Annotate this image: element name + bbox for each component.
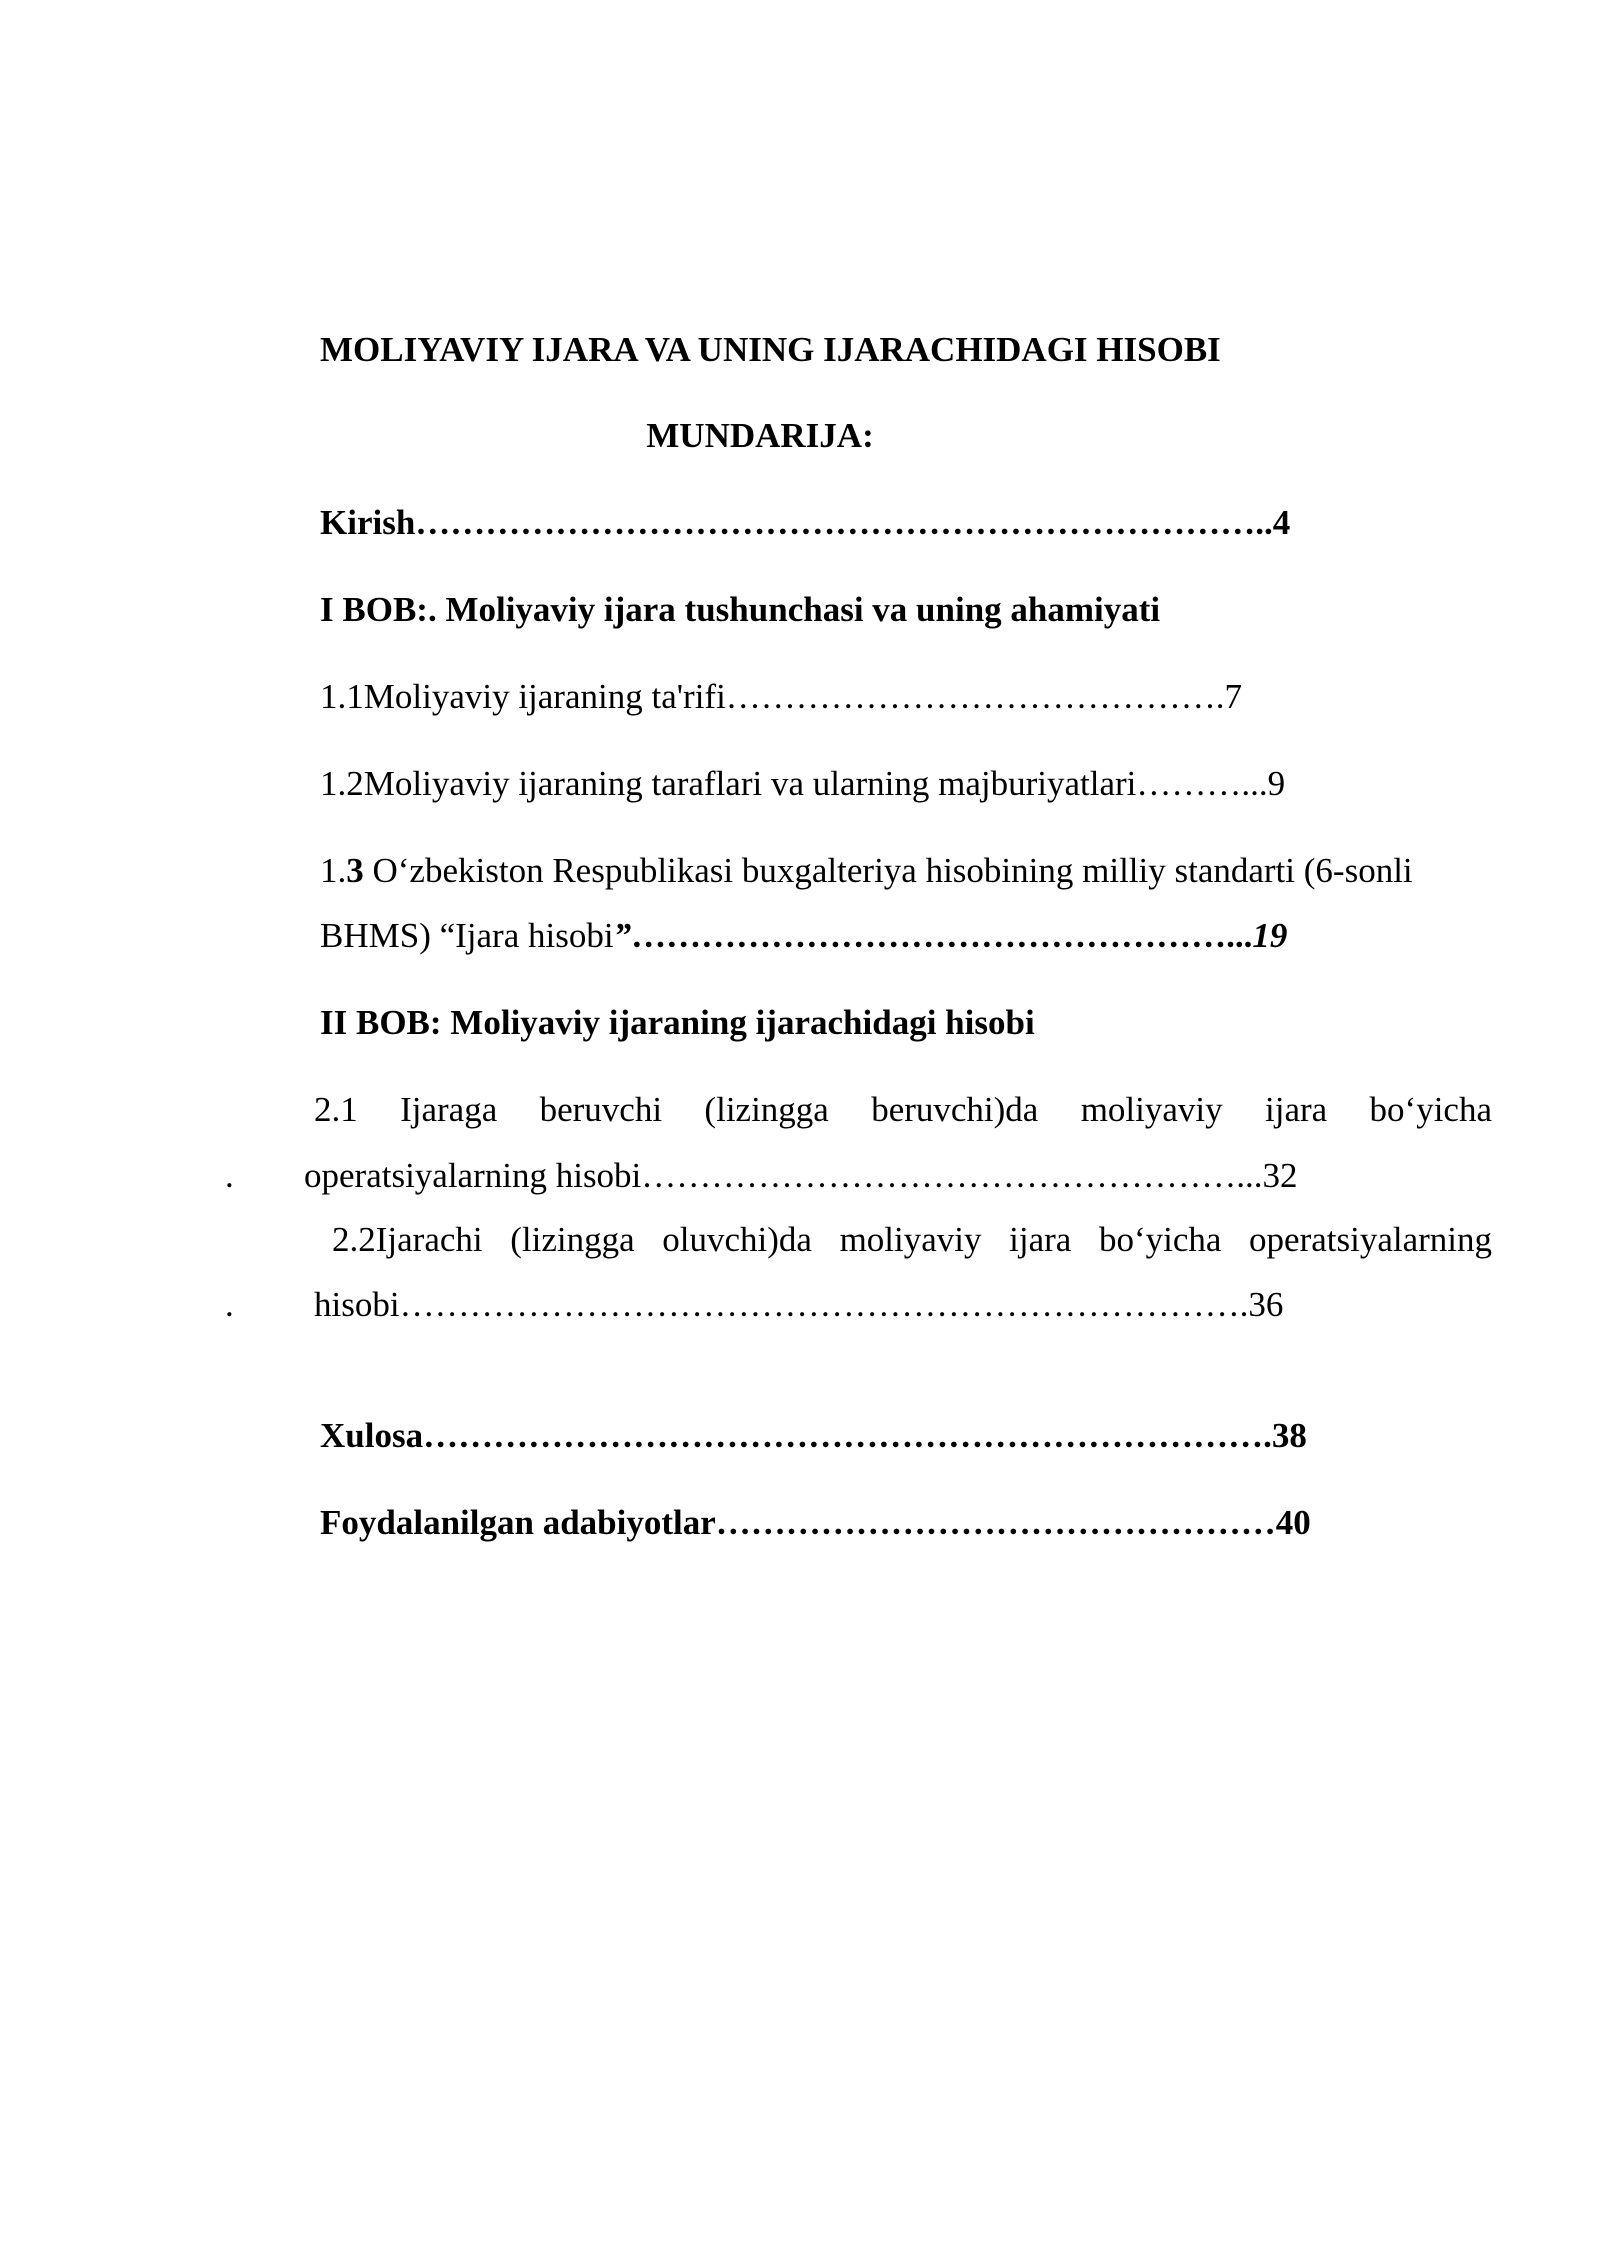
toc-entry-1-3-page: 19 [1252, 916, 1288, 955]
toc-entry-foydalanilgan: Foydalanilgan adabiyotlar…………………………………………40 [320, 1503, 1311, 1542]
toc-entry-1-3-dots: ……………………………………………... [631, 916, 1253, 955]
toc-chapter-1: I BOB:. Moliyaviy ijara tushunchasi va uning ahamiyati [320, 590, 1161, 629]
bullet-marker: . [225, 1285, 234, 1324]
toc-entry-1-3-title: BHMS) “Ijara hisobi [320, 916, 614, 955]
toc-entry-2-2-line2: hisobi……………………………………………………………….36 [314, 1285, 1284, 1324]
toc-heading: MUNDARIJA: [646, 416, 874, 455]
toc-entry-1-3-quote: ” [613, 916, 632, 955]
toc-entry-xulosa: Xulosa……………………………………………………………….38 [320, 1416, 1307, 1455]
toc-entry-2-1-line2: operatsiyalarning hisobi……………………………………………...32 [304, 1156, 1298, 1195]
toc-entry-1-3-line1 [320, 849, 1413, 893]
toc-chapter-2: II BOB: Moliyaviy ijaraning ijarachidagi hisobi [320, 1003, 1035, 1042]
bullet-marker: . [225, 1156, 234, 1195]
document-title: MOLIYAVIY IJARA VA UNING IJARACHIDAGI HISOBI [320, 330, 1221, 369]
toc-entry-1-3-line2 [320, 914, 1287, 958]
toc-entry-1-2: 1.2Moliyaviy ijaraning taraflari va ularning majburiyatlari………...9 [320, 764, 1286, 803]
toc-entry-1-3-num: 3 [346, 851, 364, 890]
toc-entry-kirish: Kirish………………………………………………………………..4 [320, 503, 1291, 542]
toc-entry-1-3-text: O‘zbekiston Respublikasi buxgalteriya hisobining milliy standarti (6-sonli [363, 851, 1413, 890]
toc-entry-1-3-prefix: 1. [320, 851, 347, 890]
toc-entry-2-2-line1: 2.2Ijarachi (lizingga oluvchi)da moliyaviy ijara bo‘yicha operatsiyalarning [332, 1220, 1492, 1259]
toc-entry-1-1: 1.1Moliyaviy ijaraning ta'rifi…………………………………….7 [320, 677, 1243, 716]
toc-entry-2-1-line1: 2.1 Ijaraga beruvchi (lizingga beruvchi)da moliyaviy ijara bo‘yicha [314, 1090, 1492, 1129]
